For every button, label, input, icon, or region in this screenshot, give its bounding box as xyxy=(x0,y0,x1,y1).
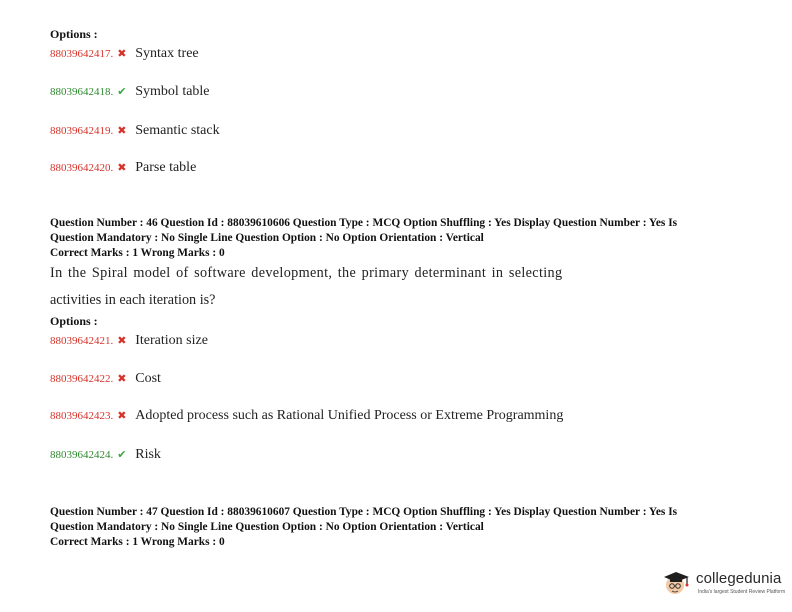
option-text: Symbol table xyxy=(135,84,210,99)
options-label: Options : xyxy=(50,27,98,41)
cross-mark-icon: ✖ xyxy=(117,334,127,347)
question-marks: Correct Marks : 1 Wrong Marks : 0 xyxy=(50,247,225,259)
option-text: Risk xyxy=(135,447,161,462)
logo-name: collegedunia xyxy=(696,570,782,587)
option-text: Syntax tree xyxy=(135,46,199,61)
option-id: 88039642424. xyxy=(50,449,114,461)
option-row xyxy=(50,123,220,139)
check-mark-icon: ✔ xyxy=(117,448,127,461)
question-text: activities in each iteration is? xyxy=(50,292,216,308)
option-id: 88039642423. xyxy=(50,410,114,422)
option-id: 88039642419. xyxy=(50,125,114,137)
question-meta xyxy=(50,216,750,261)
option-id: 88039642420. xyxy=(50,162,114,174)
option-text: Cost xyxy=(135,371,161,386)
option-id: 88039642417. xyxy=(50,48,114,60)
option-row xyxy=(50,46,199,62)
option-id: 88039642421. xyxy=(50,335,114,347)
option-row xyxy=(50,333,208,349)
option-row xyxy=(50,371,161,387)
cross-mark-icon: ✖ xyxy=(117,409,127,422)
question-meta xyxy=(50,505,750,550)
question-meta-line: Question Number : 47 Question Id : 88039610607 Question Type : MCQ Option Shuffling : Yes Display Question Number : Yes Is xyxy=(50,506,678,518)
option-row xyxy=(50,447,161,463)
cross-mark-icon: ✖ xyxy=(117,124,127,137)
cross-mark-icon: ✖ xyxy=(117,47,127,60)
graduation-cap-icon xyxy=(662,568,692,598)
question-text: In the Spiral model of software development, the primary determinant in selecting xyxy=(50,265,563,281)
option-id: 88039642418. xyxy=(50,86,114,98)
question-meta-line: Question Mandatory : No Single Line Question Option : No Option Orientation : Vertical xyxy=(50,232,484,244)
option-text: Iteration size xyxy=(135,333,208,348)
logo-tagline: India's largest Student Review Platform xyxy=(698,589,786,595)
cross-mark-icon: ✖ xyxy=(117,372,127,385)
question-meta-line: Question Number : 46 Question Id : 88039610606 Question Type : MCQ Option Shuffling : Yes Display Question Number : Yes Is xyxy=(50,217,678,229)
option-text: Adopted process such as Rational Unified Process or Extreme Programming xyxy=(135,408,564,423)
option-text: Semantic stack xyxy=(135,123,220,138)
option-row xyxy=(50,84,210,100)
check-mark-icon: ✔ xyxy=(117,85,127,98)
option-row xyxy=(50,160,196,176)
collegedunia-logo xyxy=(662,568,788,602)
cross-mark-icon: ✖ xyxy=(117,161,127,174)
option-row xyxy=(50,408,563,424)
question-marks: Correct Marks : 1 Wrong Marks : 0 xyxy=(50,536,225,548)
question-meta-line: Question Mandatory : No Single Line Question Option : No Option Orientation : Vertical xyxy=(50,521,484,533)
option-text: Parse table xyxy=(135,160,197,175)
options-label: Options : xyxy=(50,314,98,328)
option-id: 88039642422. xyxy=(50,373,114,385)
